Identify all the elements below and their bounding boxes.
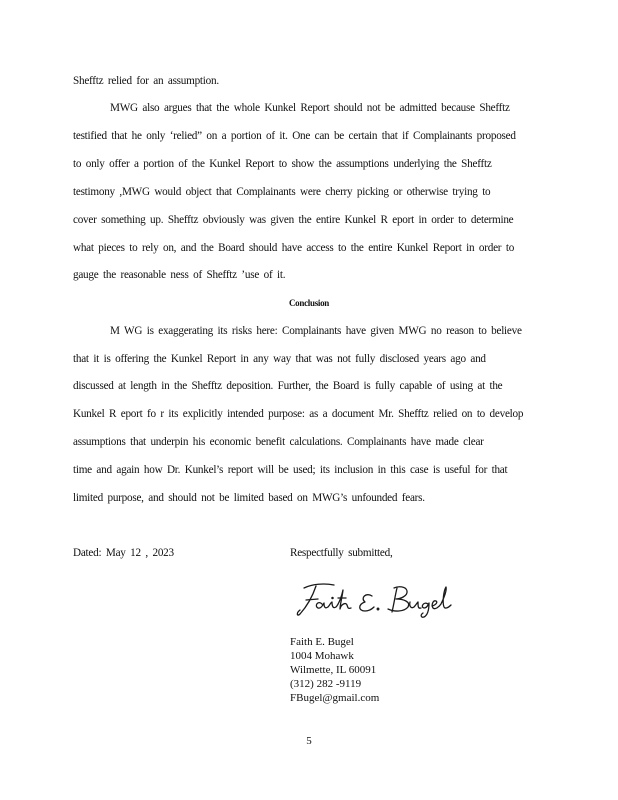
body-line: MWG also argues that the whole Kunkel Report should not be admitted because Shefftz <box>110 102 510 114</box>
conclusion-line: M WG is exaggerating its risks here: Complainants have given MWG no reason to believe <box>110 325 522 337</box>
signer-name: Faith E. Bugel <box>290 636 354 648</box>
conclusion-line: discussed at length in the Shefftz deposition. Further, the Board is fully capable of using at the <box>73 380 503 392</box>
body-line: Shefftz relied for an assumption. <box>73 75 219 87</box>
body-line: cover something up. Shefftz obviously was given the entire Kunkel R eport in order to determine <box>73 214 514 226</box>
signer-email: FBugel@gmail.com <box>290 692 380 704</box>
signer-street: 1004 Mohawk <box>290 650 354 662</box>
signer-city: Wilmette, IL 60091 <box>290 664 377 676</box>
conclusion-line: limited purpose, and should not be limited based on MWG’s unfounded fears. <box>73 492 425 504</box>
conclusion-line: Kunkel R eport fo r its explicitly intended purpose: as a document Mr. Shefftz relied on to develop <box>73 408 524 420</box>
body-line: testified that he only ‘relied” on a portion of it. One can be certain that if Complainants proposed <box>73 130 516 142</box>
body-line: to only offer a portion of the Kunkel Report to show the assumptions underlying the Shefftz <box>73 158 492 170</box>
conclusion-heading: Conclusion <box>288 298 329 308</box>
conclusion-line: that it is offering the Kunkel Report in any way that was not fully disclosed years ago and <box>73 353 486 365</box>
body-line: gauge the reasonable ness of Shefftz ’use of it. <box>73 269 286 281</box>
signer-phone: (312) 282 -9119 <box>290 678 362 690</box>
page-number: 5 <box>306 735 312 747</box>
body-line: what pieces to rely on, and the Board should have access to the entire Kunkel Report in order to <box>73 242 515 254</box>
handwritten-signature <box>294 578 459 620</box>
body-line: testimony ,MWG would object that Complainants were cherry picking or otherwise trying to <box>73 186 491 198</box>
conclusion-line: assumptions that underpin his economic benefit calculations. Complainants have made clear <box>73 436 484 448</box>
conclusion-line: time and again how Dr. Kunkel’s report will be used; its inclusion in this case is useful for that <box>73 464 508 476</box>
date-line: Dated: May 12 , 2023 <box>73 547 174 559</box>
closing-line: Respectfully submitted, <box>290 547 393 559</box>
